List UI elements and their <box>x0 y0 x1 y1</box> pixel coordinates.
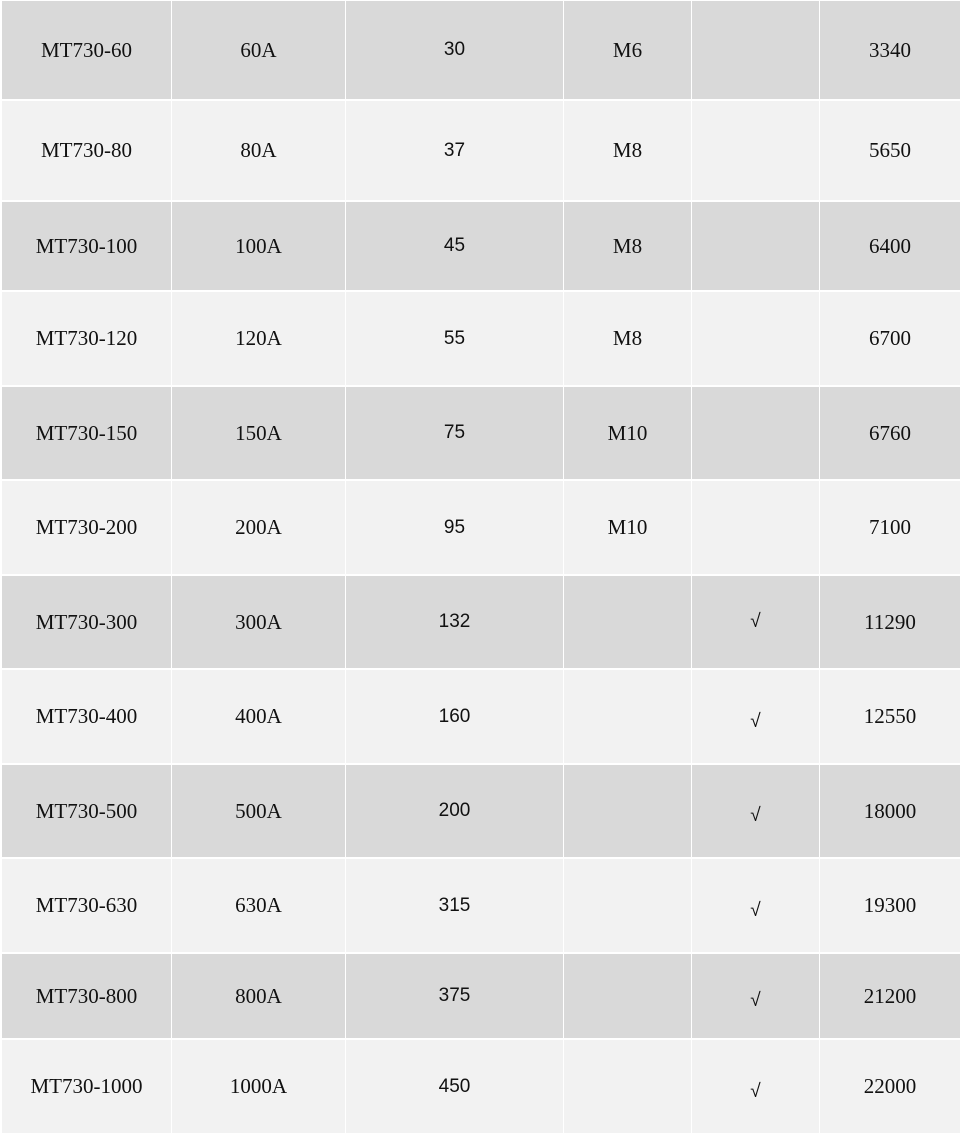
bolt-cell <box>564 954 691 1038</box>
current-cell: 150A <box>172 387 345 479</box>
bolt-cell <box>564 670 691 763</box>
model-cell: MT730-150 <box>2 387 171 479</box>
model-cell: MT730-800 <box>2 954 171 1038</box>
check-cell: √ <box>692 576 819 668</box>
bolt-cell <box>564 576 691 668</box>
model-cell: MT730-80 <box>2 101 171 200</box>
number-cell: 3340 <box>820 1 960 99</box>
number-cell: 6400 <box>820 202 960 290</box>
value-cell: 200 <box>346 765 563 857</box>
model-cell: MT730-300 <box>2 576 171 668</box>
check-cell <box>692 387 819 479</box>
check-cell <box>692 481 819 574</box>
current-cell: 400A <box>172 670 345 763</box>
check-cell: √ <box>692 954 819 1038</box>
current-cell: 80A <box>172 101 345 200</box>
model-cell: MT730-120 <box>2 292 171 385</box>
value-cell: 450 <box>346 1040 563 1133</box>
current-cell: 800A <box>172 954 345 1038</box>
number-cell: 5650 <box>820 101 960 200</box>
value-cell: 45 <box>346 202 563 290</box>
check-cell <box>692 292 819 385</box>
value-cell: 55 <box>346 292 563 385</box>
model-cell: MT730-400 <box>2 670 171 763</box>
number-cell: 21200 <box>820 954 960 1038</box>
number-cell: 6760 <box>820 387 960 479</box>
value-cell: 132 <box>346 576 563 668</box>
value-cell: 375 <box>346 954 563 1038</box>
current-cell: 60A <box>172 1 345 99</box>
bolt-cell <box>564 765 691 857</box>
current-cell: 200A <box>172 481 345 574</box>
model-cell: MT730-60 <box>2 1 171 99</box>
value-cell: 160 <box>346 670 563 763</box>
model-cell: MT730-100 <box>2 202 171 290</box>
bolt-cell <box>564 859 691 952</box>
current-cell: 1000A <box>172 1040 345 1133</box>
value-cell: 30 <box>346 1 563 99</box>
check-cell <box>692 202 819 290</box>
number-cell: 6700 <box>820 292 960 385</box>
check-cell: √ <box>692 1040 819 1133</box>
bolt-cell: M10 <box>564 387 691 479</box>
number-cell: 11290 <box>820 576 960 668</box>
bolt-cell <box>564 1040 691 1133</box>
value-cell: 37 <box>346 101 563 200</box>
number-cell: 19300 <box>820 859 960 952</box>
check-cell: √ <box>692 670 819 763</box>
value-cell: 315 <box>346 859 563 952</box>
product-spec-table <box>2 1 959 1133</box>
current-cell: 300A <box>172 576 345 668</box>
model-cell: MT730-200 <box>2 481 171 574</box>
current-cell: 100A <box>172 202 345 290</box>
number-cell: 7100 <box>820 481 960 574</box>
check-cell: √ <box>692 765 819 857</box>
model-cell: MT730-630 <box>2 859 171 952</box>
bolt-cell: M8 <box>564 292 691 385</box>
bolt-cell: M8 <box>564 202 691 290</box>
bolt-cell: M10 <box>564 481 691 574</box>
bolt-cell: M8 <box>564 101 691 200</box>
check-cell <box>692 1 819 99</box>
model-cell: MT730-1000 <box>2 1040 171 1133</box>
number-cell: 22000 <box>820 1040 960 1133</box>
number-cell: 12550 <box>820 670 960 763</box>
current-cell: 630A <box>172 859 345 952</box>
current-cell: 500A <box>172 765 345 857</box>
bolt-cell: M6 <box>564 1 691 99</box>
number-cell: 18000 <box>820 765 960 857</box>
check-cell <box>692 101 819 200</box>
value-cell: 75 <box>346 387 563 479</box>
check-cell: √ <box>692 859 819 952</box>
current-cell: 120A <box>172 292 345 385</box>
model-cell: MT730-500 <box>2 765 171 857</box>
value-cell: 95 <box>346 481 563 574</box>
